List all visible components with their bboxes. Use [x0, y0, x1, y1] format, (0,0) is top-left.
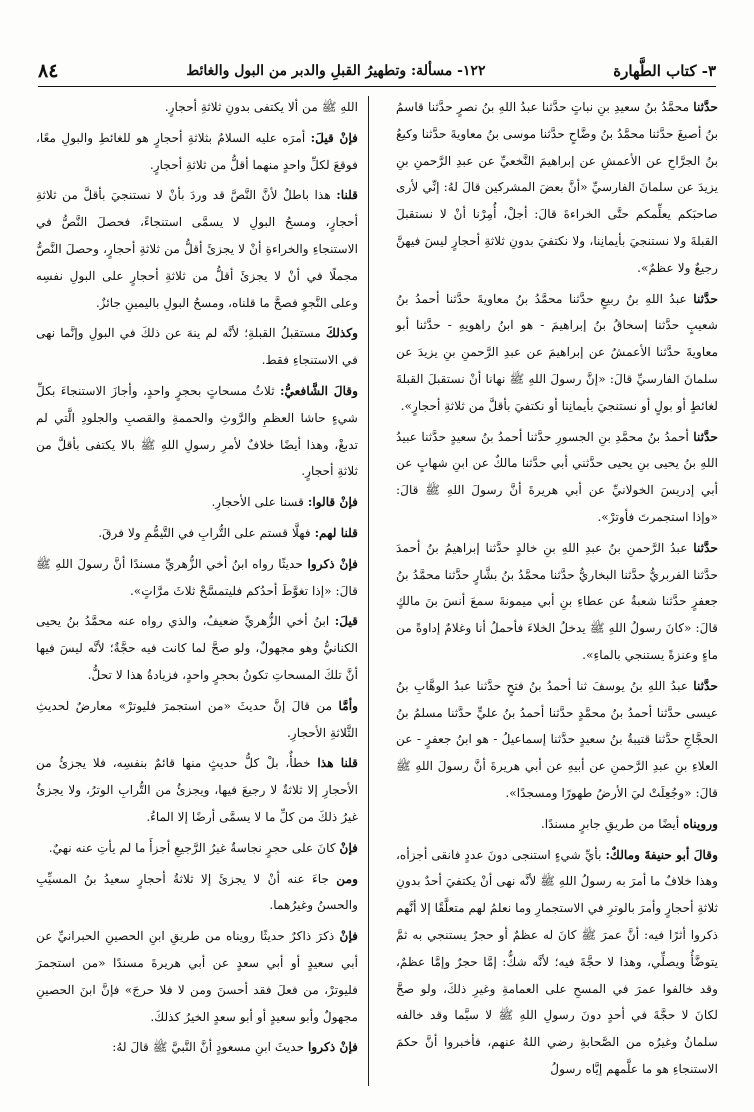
paragraph-text: من قالَ إنَّ حديثَ «من استجمرَ فليوترْ» معارضٌ لحديثِ الثَّلاثةِ الأحجارِ.: [36, 698, 358, 740]
paragraph: [396, 94, 718, 282]
page-number: ٨٤: [38, 60, 59, 82]
paragraph-text: مستقبلُ القبلةِ؛ لأنَّه لم ينهَ عن ذلكَ في البولِ وإنَّما نهى في الاستنجاءِ فقط.: [36, 326, 358, 368]
paragraph-text: فهلَّا قستم على التُّرابِ في التَّيمُّمِ ولا فرقَ.: [98, 525, 311, 540]
section-title: ١٢٢- مسألة: وتطهيرُ القبلِ والدبر من البول والغائط: [186, 63, 486, 79]
paragraph-lead: وقالَ أبو حنيفةَ ومالكٌ:: [605, 847, 718, 862]
paragraph-text: بأيِّ شيءٍ استنجى دونَ عددٍ فانقى أجزأه، وهذا خلافٌ ما أمرَ به رسولُ اللهِ ﷺ لأنَّه نهى أنْ يكتفيَ أحدٌ بدونِ ثلاثةِ أحجارٍ وأمرَ بالوترِ في الاستجمارِ وما نعلمُ لهم متعلَّقًا إلا أنَّهم ذكروا أثرًا فيه: أنَّ عمرَ ﷺ كانَ له عظمٌ أو حجرٌ يستنجي به ثمَّ يتوضَّأُ ويصلِّي، وهذا لا حجَّةَ فيه؛ لأنَّه شكٌّ: إمَّا حجرٌ وإمَّا عظمٌ، وقد خالفوا عمرَ في المسحِ على العمامةِ وغيرِ ذلكَ، ولو صحَّ لكانَ لا حجَّةَ في أحدٍ دونَ رسولِ اللهِ ﷺ لا سيَّما وقد خالفه سلمانُ وغيرُه من الصَّحابةِ رضي اللهُ عنهم، فأخبروا أنَّ حكمَ الاستنجاءِ هو ما علَّمهم إيَّاه رسولُ: [396, 847, 718, 1076]
paragraph-lead: فإنْ ذكروا: [308, 1040, 358, 1055]
paragraph: [36, 320, 358, 374]
paragraph-lead: فإنْ: [339, 929, 358, 944]
paragraph-text: عبدُ اللهِ بنُ ربيعٍ حدَّثنا محمَّدُ بنُ معاويةَ حدَّثنا أحمدُ بنُ شعيبٍ حدَّثنا إسحاقُ بنُ إبراهيمَ - هو ابنُ راهويهِ - حدَّثنا أبو معاويةَ حدَّثنا الأعمشُ عن إبراهيمَ عن عبدِ الرَّحمنِ بنِ يزيدَ عن سلمانَ الفارسيِّ قالَ: «إنَّ رسولَ اللهِ ﷺ نهانا أنْ نستقبلَ القبلةَ لغائطٍ أو بولٍ أو نستنجيَ بأيمانِنا أو نكتفيَ بأقلَّ من ثلاثةِ أحجارٍ».: [396, 291, 718, 413]
paragraph-lead: فإنْ قالوا:: [307, 495, 358, 510]
paragraph: [36, 125, 358, 179]
paragraph-text: كانَ على حجرٍ نجاسةٌ غيرُ الرَّجيعِ أجزأَ ما لم يأتِ عنه نهيٌ.: [48, 840, 336, 855]
paragraph-lead: قلنا لهم:: [314, 525, 358, 540]
paragraph-lead: حدَّثنا: [693, 429, 718, 444]
right-column: [396, 94, 718, 1087]
paragraph-text: عبدُ اللهِ بنُ يوسفَ ثنا أحمدُ بنُ فتحٍ حدَّثنا عبدُ الوهَّابِ بنُ عيسى حدَّثنا أحمدُ بنُ محمَّدٍ حدَّثنا أحمدُ بنُ عليٍّ حدَّثنا مسلمُ بنُ الحجَّاجِ حدَّثنا قتيبةُ بنُ سعيدٍ حدَّثنا إسماعيلُ - هو ابنُ جعفرٍ - عن العلاءِ بنِ عبدِ الرَّحمنِ عن أبيهِ عن أبي هريرةَ أنَّ رسولَ اللهِ ﷺ قالَ: «وجُعِلَتْ ليَ الأرضُ طهورًا ومسجدًا».: [396, 678, 718, 800]
paragraph: [36, 1034, 358, 1061]
paragraph: [36, 520, 358, 547]
column-divider: [368, 96, 369, 1086]
paragraph: [36, 378, 358, 485]
paragraph: [396, 535, 718, 669]
paragraph-text: حديثًا رواه ابنُ أخي الزُّهريِّ مسندًا أنَّ رسولَ اللهِ ﷺ قالَ: «إذا تغوَّطَ أحدُكم فليتمسَّحْ ثلاثَ مرَّاتٍ».: [36, 556, 358, 598]
paragraph: [396, 811, 718, 838]
paragraph-text: أحمدُ بنُ محمَّدِ بنِ الجسورِ حدَّثنا أحمدُ بنُ سعيدٍ حدَّثنا عبيدُ اللهِ بنُ يحيى بنِ يحيى حدَّثني أبي حدَّثنا مالكٌ عن ابنِ شهابٍ عن أبي إدريسَ الخولانيِّ عن أبي هريرةَ أنَّ رسولَ اللهِ ﷺ قالَ: «وإذا استجمرتَ فأوترْ».: [396, 429, 718, 524]
paragraph-text: أمرَه عليه السلامُ بثلاثةِ أحجارٍ هو للغائطِ والبولِ معًا، فوقعَ لكلِّ واحدٍ منهما أقلُّ من ثلاثةِ أحجارٍ.: [36, 130, 358, 172]
paragraph: [36, 94, 358, 121]
paragraph: [36, 693, 358, 747]
paragraph: [36, 182, 358, 316]
paragraph-text: اللهِ ﷺ من ألا يكتفى بدونِ ثلاثةِ أحجارٍ.: [164, 100, 358, 114]
paragraph-text: ذكرَ ذاكرٌ حديثًا رويناه من طريقِ ابنِ الحصينِ الحبرانيِّ عن أبي سعيدٍ أو أبي سعدٍ عن أبي هريرةَ مسندًا «من استجمرَ فليوترْ، من فعلَ فقد أحسنَ ومن لا فلا حرجَ» فإنَّ ابنَ الحصينِ مجهولٌ وأبو سعيدٍ أو أبو سعدٍ الخيرُ كذلكَ.: [36, 929, 358, 1024]
paragraph-lead: وأمَّا: [338, 698, 359, 713]
paragraph-lead: حدَّثنا: [693, 291, 718, 306]
paragraph: [396, 286, 718, 420]
paragraph: [36, 551, 358, 605]
paragraph: [396, 673, 718, 807]
paragraph-lead: فإنْ ذكروا: [307, 556, 359, 571]
paragraph-lead: قلنا هذا: [317, 756, 359, 771]
paragraph-lead: وقالَ الشَّافعيُّ:: [279, 383, 358, 398]
paragraph-text: ثلاثُ مسحاتٍ بحجرٍ واحدٍ، وأجازَ الاستنجاءَ بكلِّ شيءٍ حاشا العظمِ والرَّوثِ والحممةِ والقصبِ والجلودِ الَّتي لم تدبغْ، وهذا أيضًا خلافٌ لأمرِ رسولِ اللهِ ﷺ بالا يكتفى بأقلَّ من ثلاثةِ أحجارٍ.: [36, 383, 358, 479]
left-column: [36, 94, 358, 1065]
paragraph: [36, 608, 358, 688]
paragraph-lead: حدَّثنا: [693, 100, 718, 114]
paragraph: [36, 923, 358, 1030]
paragraph: [36, 489, 358, 516]
paragraph-lead: قلنا:: [336, 188, 358, 203]
paragraph-lead: ومن: [336, 871, 358, 886]
paragraph: [36, 835, 358, 862]
paragraph-text: أيضًا من طريقِ جابرٍ مسندًا.: [540, 816, 680, 831]
paragraph-lead: حدَّثنا: [693, 540, 718, 555]
paragraph-lead: ورويناه: [683, 816, 718, 831]
paragraph-text: عبدُ الرَّحمنِ بنُ عبدِ اللهِ بنِ خالدٍ حدَّثنا إبراهيمُ بنُ أحمدَ حدَّثنا الفربريُّ حدَّثنا البخاريُّ حدَّثنا محمَّدُ بنُ بشَّارٍ حدَّثنا محمَّدُ بنُ جعفرٍ حدَّثنا شعبةُ عن عطاءِ بنِ أبي ميمونةَ سمعَ أنسَ بنَ مالكٍ قالَ: «كانَ رسولُ اللهِ ﷺ يدخلُ الخلاءَ فأحملُ أنا وغلامٌ إداوةً من ماءٍ وعنزةً يستنجي بالماءِ».: [396, 540, 718, 662]
paragraph-lead: قيلَ:: [334, 614, 358, 629]
paragraph: [36, 750, 358, 830]
paragraph-lead: حدَّثنا: [693, 678, 718, 693]
paragraph-text: هذا باطلٌ لأنَّ النَّصَّ قد وردَ بأنْ لا نستنجيَ بأقلَّ من ثلاثةِ أحجارٍ، ومسحُ البولِ لا يسمَّى استنجاءً، فحصلَ النَّصُّ في الاستنجاءِ والخراءةِ أنْ لا يجزئَ أقلُّ من ثلاثةِ أحجارٍ، وحصلَ النَّصُّ مجملًا في أنْ لا يجزئَ أقلُّ من ثلاثةِ أحجارٍ على البولِ نفسِه وعلى النَّجوِ فصحَّ ما قلناه، ومسحُ البولِ باليمينِ جائزٌ.: [36, 188, 358, 310]
paragraph-text: قسنا على الأحجارِ.: [211, 495, 304, 510]
paragraph-text: محمَّدُ بنُ سعيدِ بنِ نباتٍ حدَّثنا عبدُ اللهِ بنُ نصرٍ حدَّثنا قاسمُ بنُ أصبغَ حدَّثنا محمَّدُ بنُ وضَّاحٍ حدَّثنا موسى بنُ معاويةَ حدَّثنا وكيعُ بنُ الجرَّاحِ عن الأعمشِ عن إبراهيمَ النَّخعيِّ عن عبدِ الرَّحمنِ بنِ يزيدَ عن سلمانَ الفارسيِّ «أنَّ بعضَ المشركين قالَ لهُ: إنِّي لأرى صاحبَكم يعلِّمكم حتَّى الخراءةَ قالَ: أجلْ، أُمِرْنا أنْ لا نستقبلَ القبلةَ ولا نستنجيَ بأيمانِنا، ولا نكتفيَ بدونِ ثلاثةِ أحجارٍ ليسَ فيهنَّ رجيعٌ ولا عظمٌ».: [396, 100, 718, 275]
paragraph-lead: فإنْ قيلَ:: [310, 130, 359, 145]
paragraph-lead: وكذلكَ: [325, 326, 359, 341]
chapter-title: ٣- كتاب الطَّهارة: [613, 62, 716, 80]
page-header: [38, 56, 716, 87]
paragraph-text: ابنُ أخي الزُّهريِّ ضعيفٌ، والذي رواه عنه محمَّدُ بنُ يحيى الكنانيُّ وهو مجهولٌ، ولو صحَّ لما كانت فيه حجَّةٌ؛ لأنَّه ليسَ فيها أنَّ تلكَ المسحاتِ تكونُ بحجرٍ واحدٍ، فزيادةُ هذا لا تحلُّ.: [36, 614, 358, 682]
paragraph: [36, 866, 358, 920]
paragraph-text: حديثَ ابنِ مسعودٍ أنَّ النَّبيَّ ﷺ قالَ لهُ:: [112, 1040, 305, 1055]
paragraph-lead: فإنْ: [339, 840, 358, 855]
paragraph: [396, 424, 718, 531]
paragraph: [396, 842, 718, 1083]
paragraph-text: خطأٌ، بلْ كلُّ حديثٍ منها قائمٌ بنفسِه، فلا يجزئُ من الأحجارِ إلا ثلاثةٌ لا رجيعَ فيها، ويجزئُ من التُّرابِ الوترُ، ولا يجزئُ غيرُ ذلكَ من كلِّ ما لا يسمَّى أرضًا إلا الماءُ.: [36, 756, 358, 824]
paragraph-text: جاءَ عنه أنْ لا يجزئَ إلا ثلاثةُ أحجارٍ سعيدُ بنُ المسيِّبِ والحسنُ وغيرُهما.: [36, 871, 358, 913]
